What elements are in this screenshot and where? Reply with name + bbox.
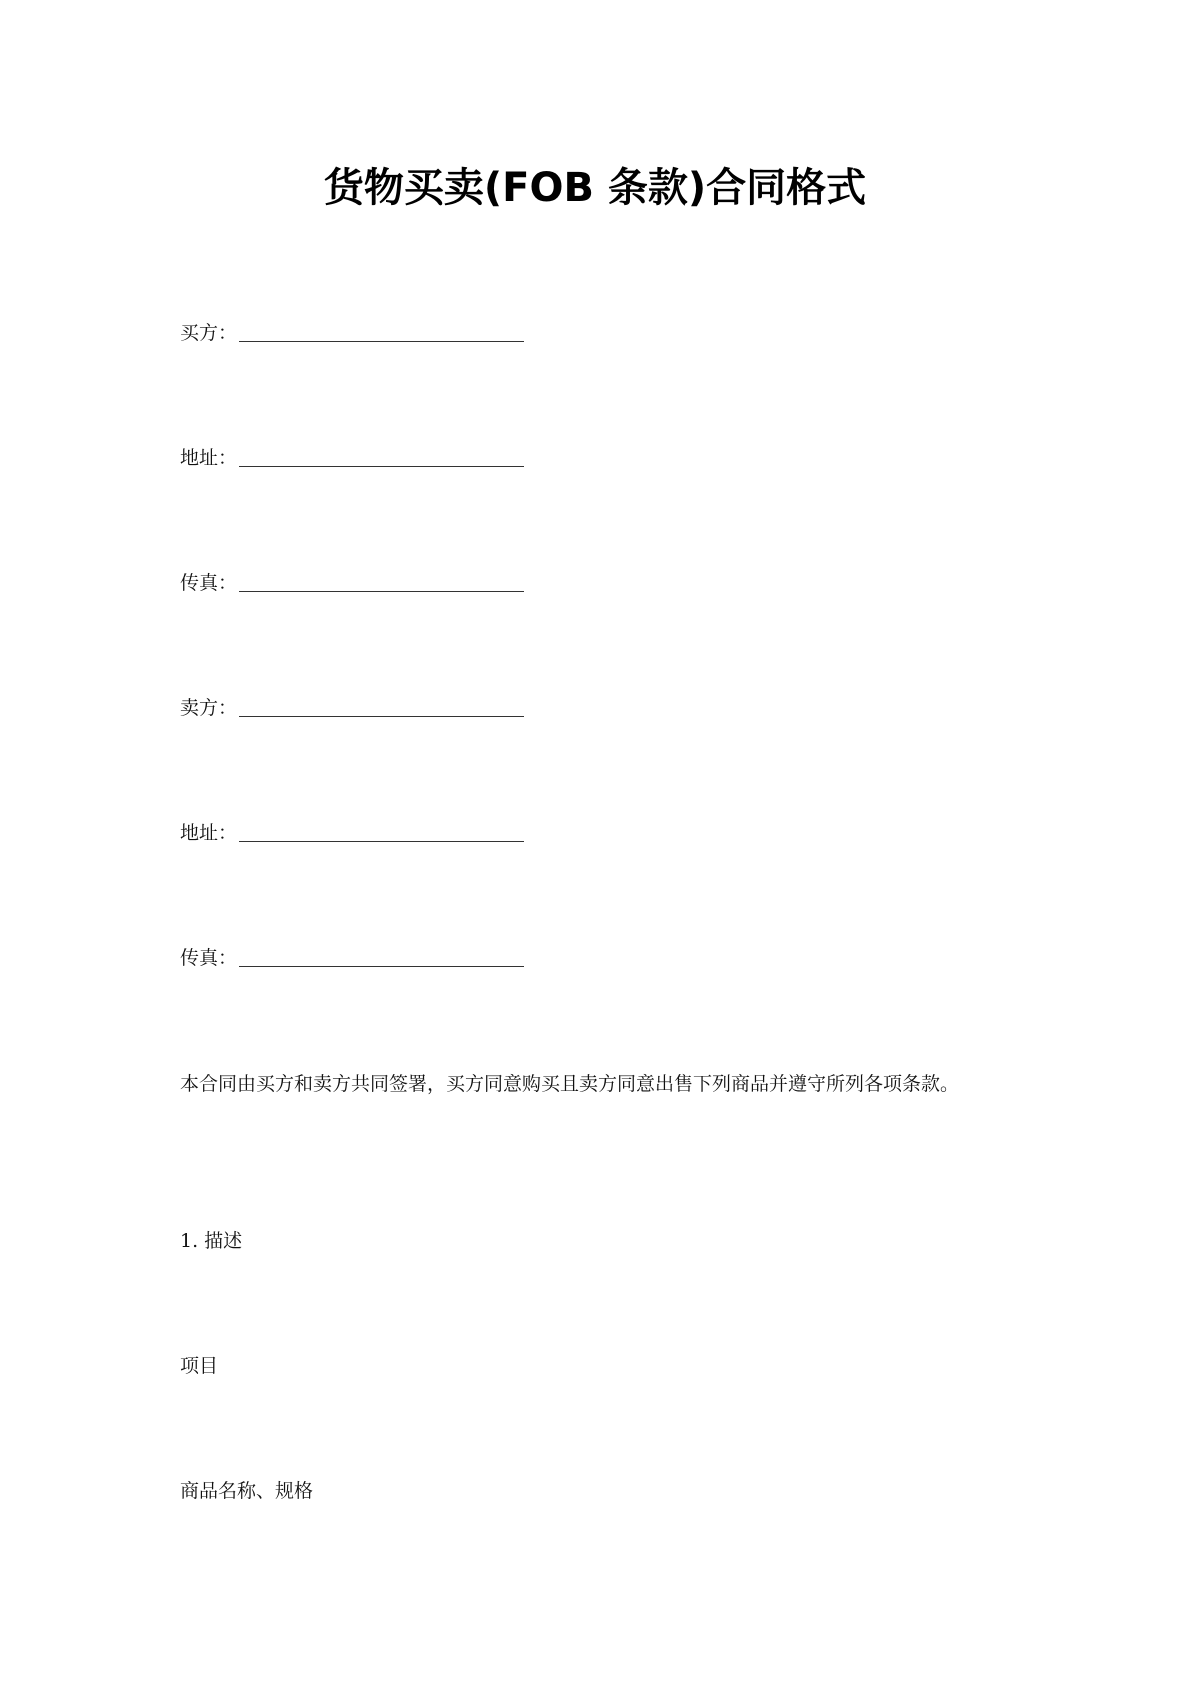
section-1-heading: 1. 描述	[180, 1230, 243, 1252]
buyer-address-label: 地址：	[180, 447, 238, 469]
seller-fax-field	[180, 941, 524, 971]
buyer-fax-label: 传真：	[180, 572, 238, 594]
document-title: 货物买卖(FOB 条款)合同格式	[323, 165, 867, 211]
seller-fax-label: 传真：	[180, 947, 238, 969]
goods-name-spec-label: 商品名称、规格	[180, 1480, 314, 1502]
buyer-fax-field	[180, 566, 524, 596]
seller-address-label: 地址：	[180, 822, 238, 844]
buyer-address-blank-line	[239, 444, 524, 467]
seller-field	[180, 691, 524, 721]
buyer-label: 买方：	[180, 322, 238, 344]
seller-address-field	[180, 816, 524, 846]
seller-blank-line	[239, 694, 524, 717]
buyer-blank-line	[239, 319, 524, 342]
intro-paragraph: 本合同由买方和卖方共同签署，买方同意购买且卖方同意出售下列商品并遵守所列各项条款。	[180, 1073, 960, 1095]
seller-address-blank-line	[239, 819, 524, 842]
seller-label: 卖方：	[180, 697, 238, 719]
item-label: 项目	[180, 1355, 219, 1377]
buyer-field	[180, 316, 524, 346]
seller-fax-blank-line	[239, 944, 524, 967]
buyer-address-field	[180, 441, 524, 471]
buyer-fax-blank-line	[239, 569, 524, 592]
